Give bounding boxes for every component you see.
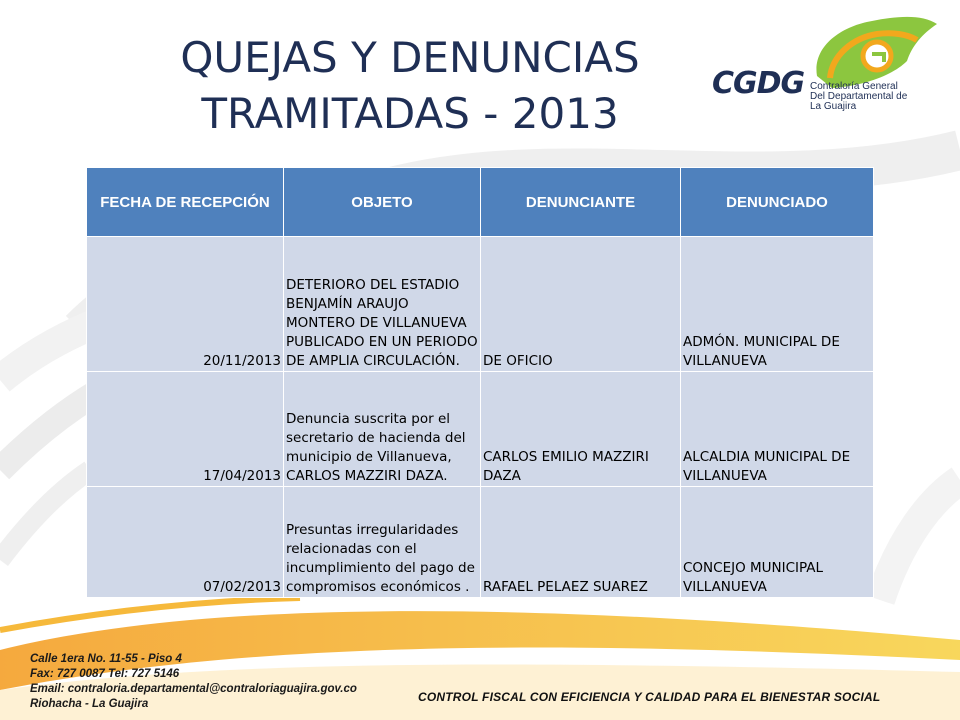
header-fecha: FECHA DE RECEPCIÓN [87, 168, 284, 237]
header-objeto: OBJETO [284, 168, 481, 237]
cell-denunciado: CONCEJO MUNICIPAL VILLANUEVA [681, 487, 874, 598]
cell-fecha: 07/02/2013 [87, 487, 284, 598]
cell-fecha: 20/11/2013 [87, 237, 284, 372]
cgdg-logo [712, 6, 952, 124]
cell-denunciante: RAFAEL PELAEZ SUAREZ [481, 487, 681, 598]
address-line-4: Riohacha - La Guajira [30, 698, 149, 710]
table-row [87, 237, 874, 372]
logo-subtitle-line-1: Contraloría General [810, 81, 898, 92]
logo-subtitle-line-2: Del Departamental de [810, 91, 908, 102]
cell-objeto: Presuntas irregularidades relacionadas con el incumplimiento del pago de compromisos económicos . [284, 487, 481, 598]
table-row [87, 372, 874, 487]
address-line-2: Fax: 727 0087 Tel: 727 5146 [30, 668, 180, 680]
cell-denunciado: ADMÓN. MUNICIPAL DE VILLANUEVA [681, 237, 874, 372]
cell-objeto: DETERIORO DEL ESTADIO BENJAMÍN ARAUJO MONTERO DE VILLANUEVA PUBLICADO EN UN PERIODO DE AMPLIA CIRCULACIÓN. [284, 237, 481, 372]
cell-denunciante: CARLOS EMILIO MAZZIRI DAZA [481, 372, 681, 487]
cell-denunciante: DE OFICIO [481, 237, 681, 372]
address-line-1: Calle 1era No. 11-55 - Piso 4 [30, 653, 182, 665]
footer-address [30, 652, 357, 712]
footer-slogan: CONTROL FISCAL CON EFICIENCIA Y CALIDAD PARA EL BIENESTAR SOCIAL [418, 690, 881, 704]
cell-fecha: 17/04/2013 [87, 372, 284, 487]
title-line-1: QUEJAS Y DENUNCIAS [180, 33, 640, 82]
header-denunciante: DENUNCIANTE [481, 168, 681, 237]
table-header-row [87, 168, 874, 237]
cell-denunciado: ALCALDIA MUNICIPAL DE VILLANUEVA [681, 372, 874, 487]
table-row [87, 487, 874, 598]
cell-objeto: Denuncia suscrita por el secretario de hacienda del municipio de Villanueva, CARLOS MAZZIRI DAZA. [284, 372, 481, 487]
address-line-3: Email: contraloria.departamental@contraloriaguajira.gov.co [30, 683, 357, 695]
logo-subtitle [810, 82, 950, 112]
page-title [150, 30, 670, 142]
logo-wordmark: CGDG [712, 66, 805, 101]
header-denunciado: DENUNCIADO [681, 168, 874, 237]
title-line-2: TRAMITADAS - 2013 [201, 89, 619, 138]
complaints-table [86, 167, 874, 598]
logo-subtitle-line-3: La Guajira [810, 101, 857, 112]
